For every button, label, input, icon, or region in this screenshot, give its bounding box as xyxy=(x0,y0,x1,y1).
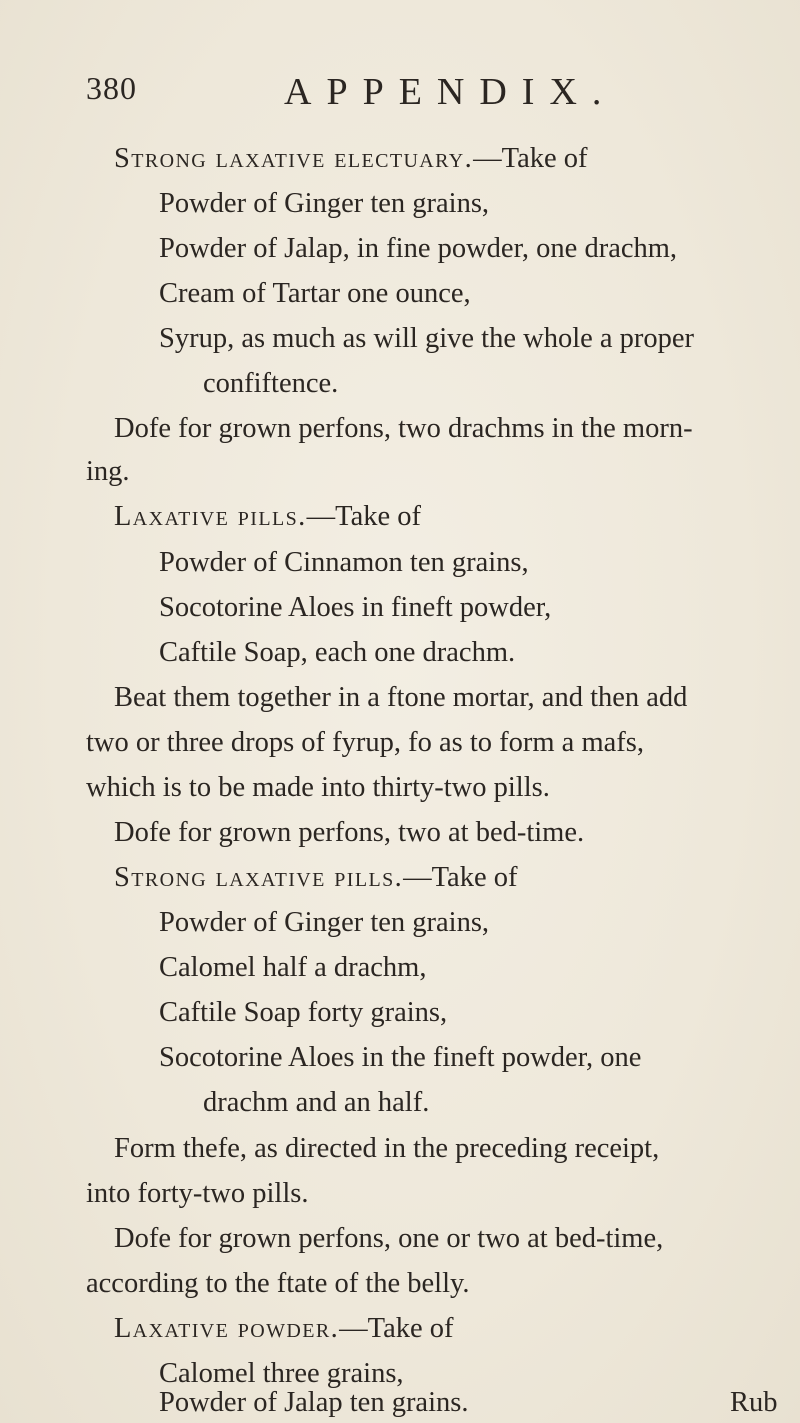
recipe-heading: Laxative pills. xyxy=(114,501,307,532)
text-line: Powder of Ginger ten grains, xyxy=(159,907,490,938)
text-line: Form thefe, as directed in the preceding receipt, xyxy=(114,1133,660,1164)
text-line: Syrup, as much as will give the whole a proper xyxy=(159,323,695,354)
page-header xyxy=(86,70,617,120)
catchword: Rub xyxy=(730,1387,778,1418)
text-line: Socotorine Aloes in the fineft powder, one xyxy=(159,1042,642,1073)
text-line: Dofe for grown perfons, two drachms in the morn- xyxy=(114,413,693,444)
recipe-heading-suffix: —Take of xyxy=(403,862,518,893)
text-line: Socotorine Aloes in fineft powder, xyxy=(159,592,552,623)
text-line: Calomel three grains, xyxy=(159,1358,404,1389)
text-line: ing. xyxy=(86,456,130,487)
text-line: into forty-two pills. xyxy=(86,1178,309,1209)
recipe-heading-line xyxy=(114,1310,454,1348)
recipe-heading: Strong laxative electuary. xyxy=(114,143,474,174)
recipe-heading-line xyxy=(114,859,517,897)
text-line: Cream of Tartar one ounce, xyxy=(159,278,471,309)
text-line: Powder of Ginger ten grains, xyxy=(159,188,490,219)
text-line: Dofe for grown perfons, one or two at bed-time, xyxy=(114,1223,664,1254)
text-line: Powder of Jalap, in fine powder, one drachm, xyxy=(159,233,678,264)
text-line: Dofe for grown perfons, two at bed-time. xyxy=(114,817,585,848)
page-number: 380 xyxy=(86,70,137,106)
text-line: which is to be made into thirty-two pills. xyxy=(86,772,550,803)
text-line: drachm and an half. xyxy=(203,1087,430,1118)
text-line: Caftile Soap forty grains, xyxy=(159,997,448,1028)
recipe-heading-line xyxy=(114,498,421,536)
recipe-heading-suffix: —Take of xyxy=(339,1313,454,1344)
recipe-heading-line xyxy=(114,140,588,178)
text-line: Beat them together in a ftone mortar, and then add xyxy=(114,682,688,713)
text-line: Caftile Soap, each one drachm. xyxy=(159,637,516,668)
text-line: confiftence. xyxy=(203,368,339,399)
text-line: Powder of Jalap ten grains. xyxy=(159,1387,469,1418)
text-line: two or three drops of fyrup, fo as to form a mafs, xyxy=(86,727,644,758)
recipe-heading: Strong laxative pills. xyxy=(114,862,404,893)
recipe-heading-suffix: —Take of xyxy=(473,143,588,174)
recipe-heading-suffix: —Take of xyxy=(306,501,421,532)
text-line: Calomel half a drachm, xyxy=(159,952,427,983)
text-line: Powder of Cinnamon ten grains, xyxy=(159,547,529,578)
recipe-heading: Laxative powder. xyxy=(114,1313,340,1344)
text-line: according to the ftate of the belly. xyxy=(86,1268,470,1299)
running-head: APPENDIX. xyxy=(284,71,617,113)
